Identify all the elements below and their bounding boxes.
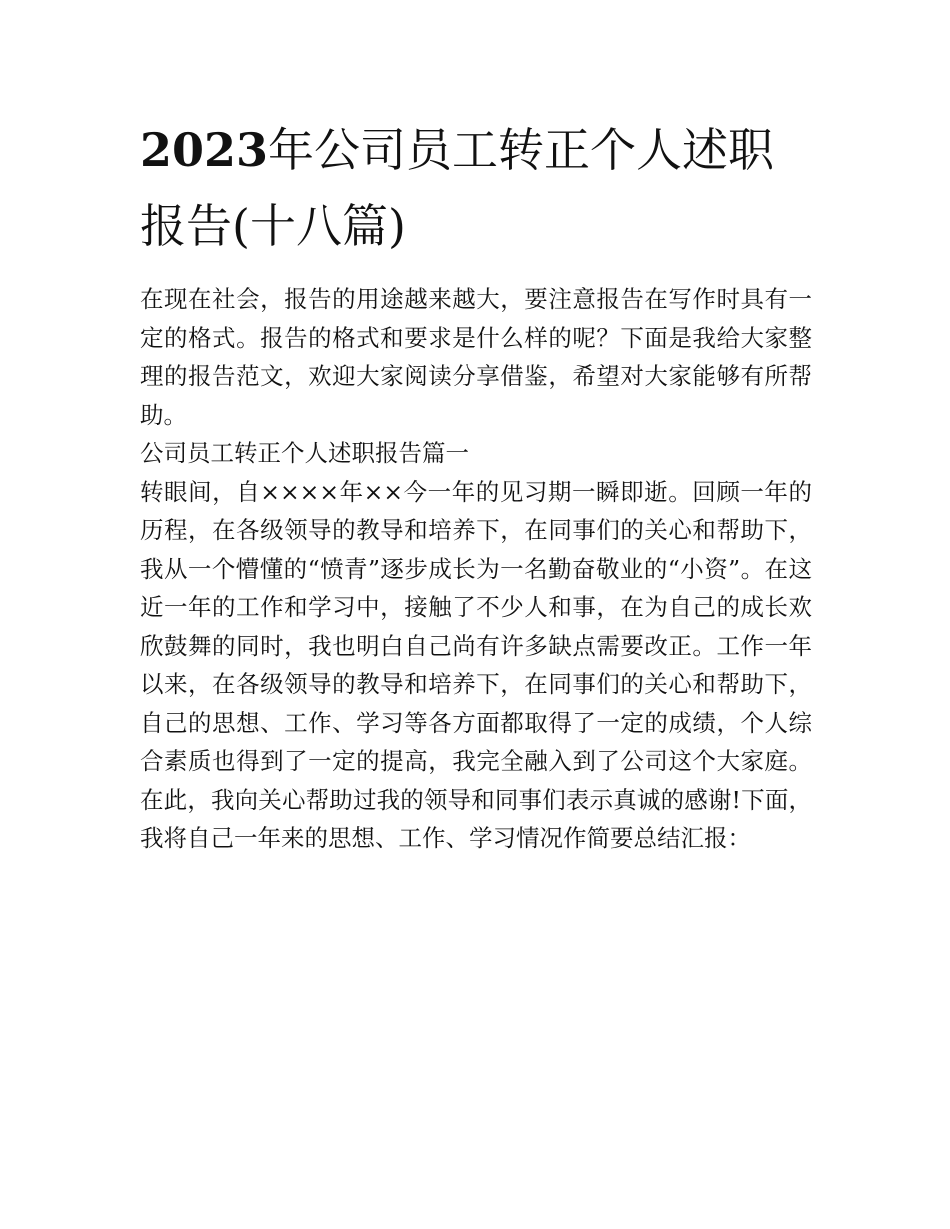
- page-title: [140, 112, 820, 264]
- intro-paragraph: 在现在社会，报告的用途越来越大，要注意报告在写作时具有一定的格式。报告的格式和要求是什么样的呢？下面是我给大家整理的报告范文，欢迎大家阅读分享借鉴，希望对大家能够有所帮助。: [140, 285, 812, 429]
- title-year: 2023: [140, 123, 269, 177]
- section-heading: 公司员工转正个人述职报告篇一: [140, 439, 469, 467]
- title-text: 年公司员工转正个人述职报告(十八篇): [140, 123, 775, 253]
- document-body: [140, 280, 812, 858]
- section-paragraph: 转眼间，自××××年××今一年的见习期一瞬即逝。回顾一年的历程，在各级领导的教导和培养下，在同事们的关心和帮助下，我从一个懵懂的“愤青”逐步成长为一名勤奋敬业的“小资”。在这近一年的工作和学习中，接触了不少人和事，在为自己的成长欢欣鼓舞的同时，我也明白自己尚有许多缺点需要改正。工作一年以来，在各级领导的教导和培养下，在同事们的关心和帮助下，自己的思想、工作、学习等各方面都取得了一定的成绩，个人综合素质也得到了一定的提高，我完全融入到了公司这个大家庭。在此，我向关心帮助过我的领导和同事们表示真诚的感谢!下面，我将自己一年来的思想、工作、学习情况作简要总结汇报：: [140, 477, 812, 852]
